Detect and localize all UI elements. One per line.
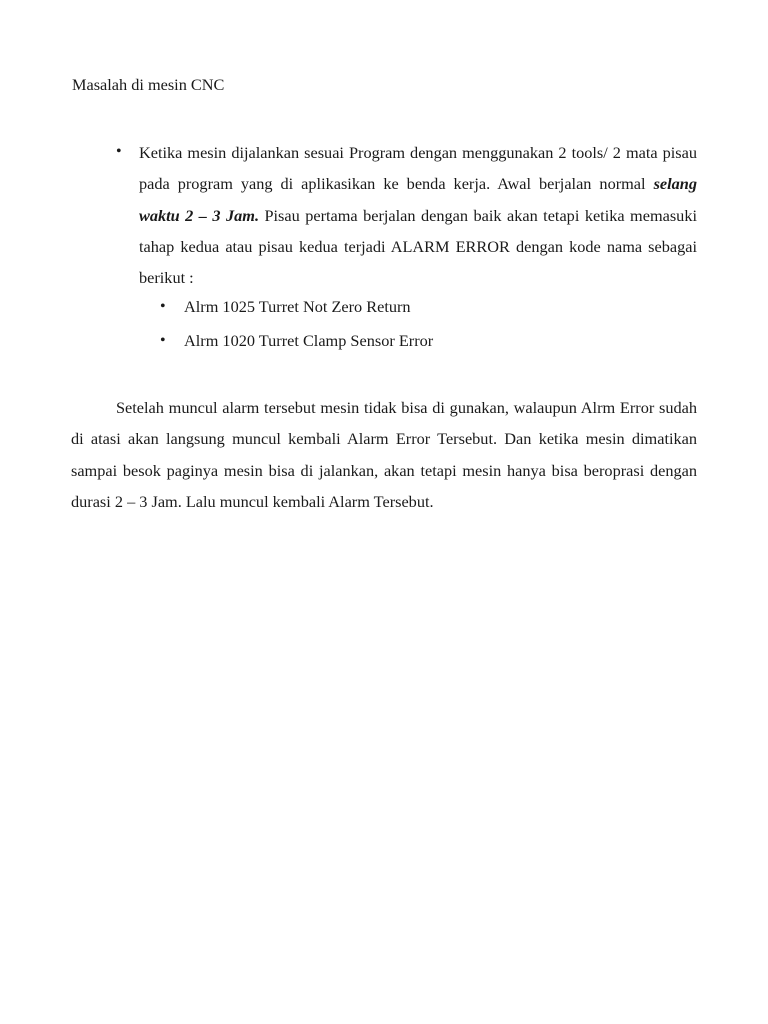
main-item-emphasis: selang waktu 2 – 3 Jam. (139, 174, 697, 225)
main-item-text-before: Ketika mesin dijalankan sesuai Program dengan menggunakan 2 tools/ 2 mata pisau pada program yang di aplikasikan ke benda kerja. Awal berjalan normal (139, 143, 697, 194)
sub-bullet-marker: • (160, 332, 166, 349)
main-list-item (139, 137, 697, 293)
bullet-marker: • (116, 143, 122, 160)
main-item-text-after: Pisau pertama berjalan dengan baik akan tetapi ketika memasuki tahap kedua atau pisau kedua terjadi ALARM ERROR dengan kode nama sebagai berikut : (139, 205, 697, 288)
sub-bullet-marker: • (160, 298, 166, 315)
sub-list-item-alarm-1020: Alrm 1020 Turret Clamp Sensor Error (184, 331, 434, 350)
document-heading: Masalah di mesin CNC (72, 75, 225, 94)
body-paragraph: Setelah muncul alarm tersebut mesin tidak bisa di gunakan, walaupun Alrm Error sudah di atasi akan langsung muncul kembali Alarm Error Tersebut. Dan ketika mesin dimatikan sampai besok paginya mesin bisa di jalankan, akan tetapi mesin hanya bisa beroprasi dengan durasi 2 – 3 Jam. Lalu muncul kembali Alarm Tersebut. (71, 398, 697, 511)
sub-list-item-alarm-1025: Alrm 1025 Turret Not Zero Return (184, 297, 411, 316)
